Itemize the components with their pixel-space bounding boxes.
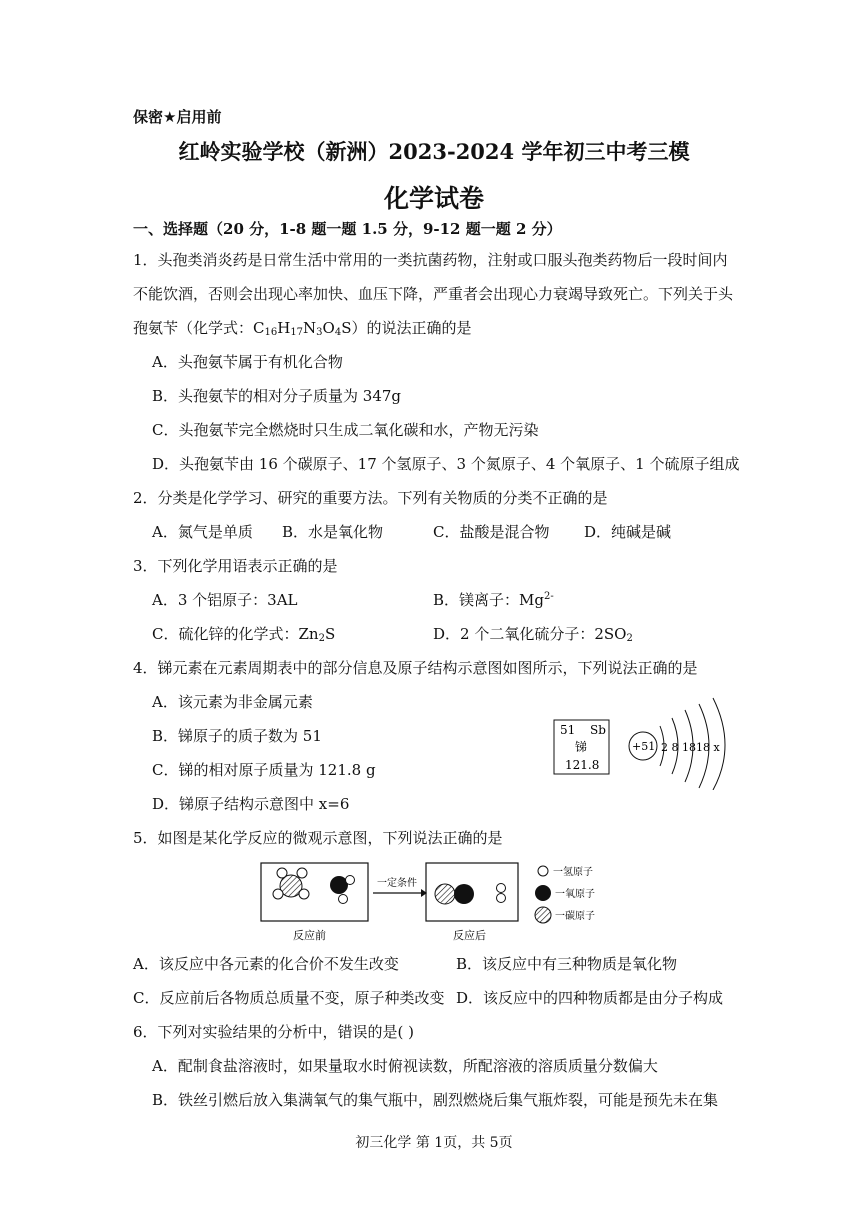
q2-option-d: D．纯碱是碱 — [584, 523, 672, 541]
oxygen-atom — [454, 884, 474, 904]
q1-stem-line1: 1．头孢类消炎药是日常生活中常用的一类抗菌药物，注射或口服头孢类药物后一段时间内 — [133, 251, 728, 269]
hydrogen-atom — [346, 876, 355, 885]
hydrogen-atom — [273, 889, 283, 899]
confidential-label: 保密★启用前 — [133, 108, 222, 126]
q3-option-d-text: D．2 个二氧化硫分子：2SO — [433, 625, 627, 643]
carbon-atom — [435, 884, 455, 904]
hydrogen-atom — [297, 868, 307, 878]
hydrogen-atom — [339, 895, 348, 904]
q3-option-d-sub: 2 — [626, 633, 633, 644]
q1-stem-post: S）的说法正确的是 — [341, 319, 472, 337]
q1-option-d: D．头孢氨苄由 16 个碳原子、17 个氢原子、3 个氮原子、4 个氧原子、1 个硫原子组成 — [152, 455, 740, 473]
q3-option-d — [433, 624, 633, 644]
q2-stem: 2．分类是化学学习、研究的重要方法。下列有关物质的分类不正确的是 — [133, 489, 608, 507]
q2-option-c: C．盐酸是混合物 — [433, 523, 550, 541]
element-mass: 121.8 — [565, 758, 600, 772]
q3-option-c — [152, 624, 335, 644]
legend-hydrogen: 一氢原子 — [553, 867, 593, 878]
q3-option-c-text: C．硫化锌的化学式：Zn — [152, 625, 319, 643]
element-symbol: Sb — [590, 723, 606, 737]
q5-option-c: C．反应前后各物质总质量不变，原子种类改变 — [133, 989, 445, 1007]
q3-option-b — [433, 590, 554, 610]
school-title: 红岭实验学校（新洲）2023-2024 学年初三中考三模 — [178, 139, 690, 164]
hydrogen-atom — [277, 868, 287, 878]
q1-option-b: B．头孢氨苄的相对分子质量为 347g — [152, 387, 402, 405]
formula-n: N — [303, 319, 317, 337]
element-number: 51 — [560, 723, 576, 737]
element-name: 锑 — [575, 740, 588, 754]
reaction-diagram — [255, 856, 645, 946]
q5-option-a: A．该反应中各元素的化合价不发生改变 — [133, 955, 399, 973]
q1-stem-line3 — [133, 318, 472, 338]
formula-h-count: 17 — [290, 327, 304, 338]
q6-stem: 6．下列对实验结果的分析中，错误的是( ) — [133, 1023, 415, 1041]
q3-option-b-text: B．镁离子：Mg — [433, 591, 544, 609]
formula-o: O — [322, 319, 335, 337]
before-label: 反应前 — [293, 929, 326, 942]
legend-oxygen-icon — [535, 885, 551, 901]
q3-stem: 3．下列化学用语表示正确的是 — [133, 557, 338, 575]
q4-option-d: D．锑原子结构示意图中 x=6 — [152, 795, 350, 813]
q4-option-a: A．该元素为非金属元素 — [152, 693, 313, 711]
legend-hydrogen-icon — [538, 866, 548, 876]
antimony-figure — [548, 690, 748, 790]
q2-option-a: A．氮气是单质 — [152, 523, 253, 541]
formula-h: H — [277, 319, 291, 337]
legend-carbon: 一碳原子 — [555, 911, 595, 922]
formula-o-count: 4 — [334, 327, 342, 338]
hydrogen-atom — [299, 889, 309, 899]
q3-option-a: A．3 个铝原子：3AL — [152, 591, 298, 609]
shell-electrons: 2 8 1818 x — [661, 741, 720, 754]
q3-option-c-post: S — [324, 625, 336, 643]
q6-option-b: B．铁丝引燃后放入集满氧气的集气瓶中，剧烈燃烧后集气瓶炸裂，可能是预先未在集 — [152, 1091, 719, 1109]
formula-c-count: 16 — [264, 327, 278, 338]
q2-option-b: B．水是氧化物 — [282, 523, 384, 541]
legend-oxygen: 一氧原子 — [555, 889, 595, 900]
nucleus-charge: +51 — [632, 740, 656, 753]
q4-option-b: B．锑原子的质子数为 51 — [152, 727, 322, 745]
q1-stem-line2: 不能饮酒，否则会出现心率加快、血压下降，严重者会出现心力衰竭导致死亡。下列关于头 — [133, 285, 734, 303]
page-footer: 初三化学 第 1页，共 5页 — [355, 1135, 513, 1151]
section-heading: 一、选择题（20 分，1-8 题一题 1.5 分，9-12 题一题 2 分） — [133, 220, 562, 238]
q6-option-a: A．配制食盐溶液时，如果量取水时俯视读数，所配溶液的溶质质量分数偏大 — [152, 1057, 658, 1075]
q1-option-a: A．头孢氨苄属于有机化合物 — [152, 353, 343, 371]
q1-stem-pre: 孢氨苄（化学式：C — [133, 319, 265, 337]
q4-option-c: C．锑的相对原子质量为 121.8 g — [152, 761, 376, 779]
reaction-condition: 一定条件 — [377, 878, 417, 889]
after-label: 反应后 — [453, 929, 486, 942]
q3-option-b-charge: 2- — [544, 591, 554, 602]
q5-stem: 5．如图是某化学反应的微观示意图，下列说法正确的是 — [133, 829, 503, 847]
q1-option-c: C．头孢氨苄完全燃烧时只生成二氧化碳和水，产物无污染 — [152, 421, 539, 439]
subject-title: 化学试卷 — [383, 184, 484, 213]
q3-option-c-sub: 2 — [318, 633, 325, 644]
hydrogen-atom — [497, 884, 506, 893]
hydrogen-atom — [497, 894, 506, 903]
formula-n-count: 3 — [316, 327, 323, 338]
legend-carbon-icon — [535, 907, 551, 923]
q4-stem: 4．锑元素在元素周期表中的部分信息及原子结构示意图如图所示，下列说法正确的是 — [133, 659, 698, 677]
q5-option-b: B．该反应中有三种物质是氧化物 — [456, 955, 678, 973]
q5-option-d: D．该反应中的四种物质都是由分子构成 — [456, 989, 724, 1007]
